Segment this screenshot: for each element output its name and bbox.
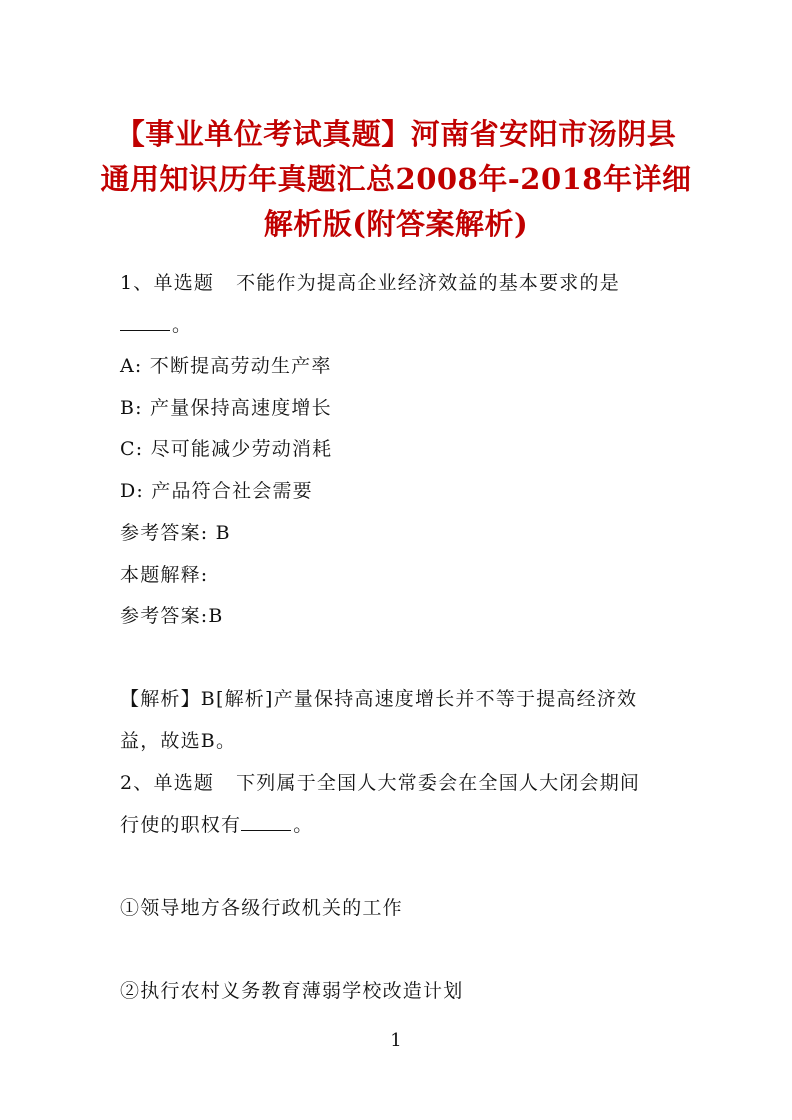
q1-number: 1、单选题 <box>120 272 215 294</box>
q2-stem-line-2: 行使的职权有 <box>120 814 242 836</box>
q2-number: 2、单选题 <box>120 772 215 794</box>
q1-stem: 不能作为提高企业经济效益的基本要求的是 <box>236 272 620 294</box>
q1-option-b: B: 产量保持高速度增长 <box>120 397 332 419</box>
q1-answer: 参考答案: B <box>120 522 231 544</box>
q1-analysis-line-1: 【解析】B[解析]产量保持高速度增长并不等于提高经济效 <box>120 688 638 710</box>
title-line-1: 【事业单位考试真题】河南省安阳市汤阴县 <box>115 117 677 151</box>
page-number: 1 <box>390 1030 402 1051</box>
title-line-2: 通用知识历年真题汇总2008年-2018年详细 <box>100 162 692 196</box>
q1-option-c: C: 尽可能减少劳动消耗 <box>120 438 333 460</box>
q1-option-a: A: 不断提高劳动生产率 <box>120 355 332 377</box>
q2-item-2: ②执行农村义务教育薄弱学校改造计划 <box>120 980 464 1002</box>
q2-stem-line-1: 下列属于全国人大常委会在全国人大闭会期间 <box>236 772 641 794</box>
q2-stem-end: 。 <box>293 814 314 836</box>
q1-explain-label: 本题解释: <box>120 564 209 586</box>
q1-stem-line <box>120 270 620 296</box>
q1-analysis-line-2: 益，故选B。 <box>120 730 237 752</box>
answer-blank <box>120 313 170 331</box>
title-line-3: 解析版(附答案解析) <box>263 207 529 241</box>
q2-stem-line <box>120 770 640 796</box>
q2-item-1: ①领导地方各级行政机关的工作 <box>120 897 403 919</box>
document-title <box>90 112 702 247</box>
q2-stem-line-2-row <box>120 812 313 838</box>
q1-option-d: D: 产品符合社会需要 <box>120 480 313 502</box>
q1-stem-blank-line <box>120 312 192 338</box>
q1-answer-repeat: 参考答案:B <box>120 605 224 627</box>
q1-stem-end: 。 <box>172 314 193 336</box>
answer-blank <box>241 813 291 831</box>
